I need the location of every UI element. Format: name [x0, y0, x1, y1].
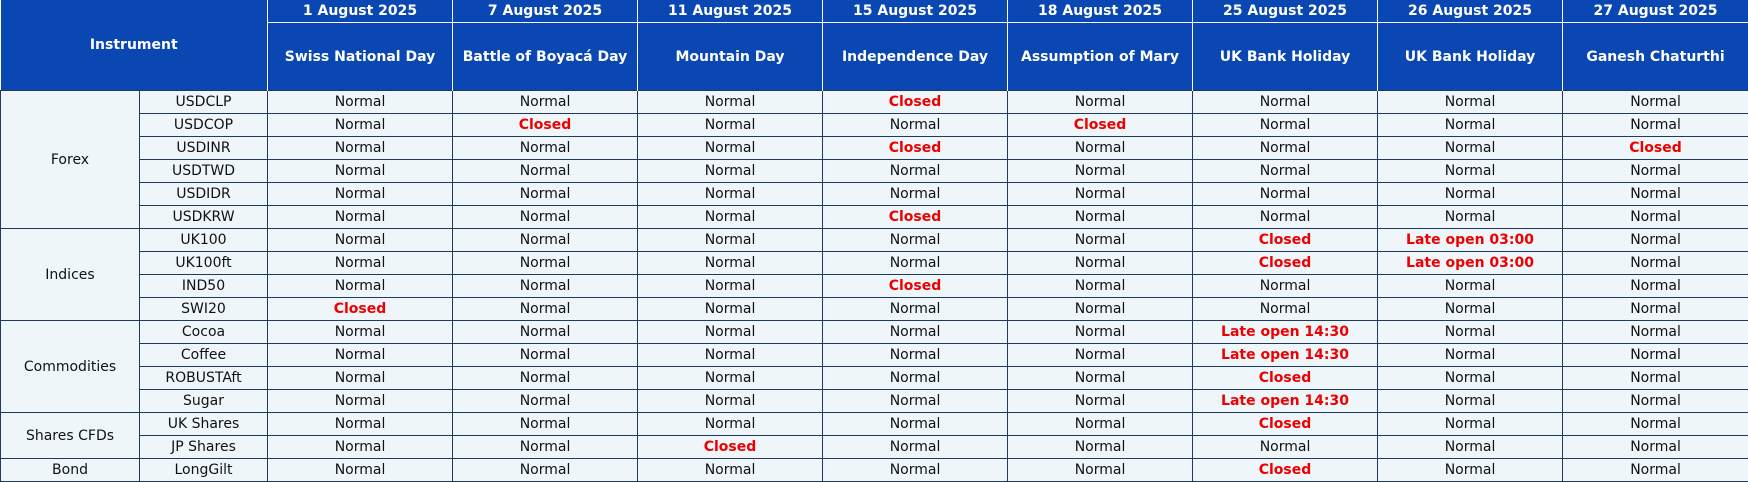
status-cell: Normal: [823, 367, 1008, 390]
table-row: [1, 206, 1748, 229]
status-cell: Normal: [268, 114, 453, 137]
holiday-header: Swiss National Day: [268, 23, 453, 91]
holiday-header: Independence Day: [823, 23, 1008, 91]
status-cell: Normal: [1563, 436, 1748, 459]
status-cell: Normal: [1193, 114, 1378, 137]
status-cell: Normal: [268, 206, 453, 229]
instrument-symbol: JP Shares: [140, 436, 268, 459]
status-cell: Normal: [823, 114, 1008, 137]
status-cell: Normal: [453, 436, 638, 459]
status-cell: Normal: [638, 183, 823, 206]
table-row: [1, 229, 1748, 252]
status-cell: Normal: [1193, 91, 1378, 114]
status-cell: Normal: [1563, 321, 1748, 344]
status-cell: Normal: [268, 160, 453, 183]
group-label: Bond: [1, 459, 140, 482]
holiday-header: UK Bank Holiday: [1193, 23, 1378, 91]
status-cell: Normal: [268, 367, 453, 390]
status-cell: Normal: [823, 436, 1008, 459]
status-cell: Normal: [1008, 436, 1193, 459]
status-cell: Normal: [1378, 367, 1563, 390]
date-header: 15 August 2025: [823, 0, 1008, 23]
status-cell: Closed: [1193, 413, 1378, 436]
table-body: [1, 91, 1748, 482]
table-row: [1, 413, 1748, 436]
table-row: [1, 321, 1748, 344]
status-cell: Normal: [1378, 91, 1563, 114]
status-cell: Normal: [268, 344, 453, 367]
holiday-header: Mountain Day: [638, 23, 823, 91]
status-cell: Normal: [1378, 114, 1563, 137]
status-cell: Normal: [823, 229, 1008, 252]
status-cell: Normal: [823, 413, 1008, 436]
status-cell: Normal: [453, 344, 638, 367]
status-cell: Normal: [453, 252, 638, 275]
status-cell: Normal: [268, 137, 453, 160]
instrument-symbol: SWI20: [140, 298, 268, 321]
status-cell: Normal: [1378, 459, 1563, 482]
status-cell: Closed: [823, 91, 1008, 114]
status-cell: Normal: [1563, 390, 1748, 413]
status-cell: Normal: [1008, 367, 1193, 390]
status-cell: Normal: [1193, 298, 1378, 321]
status-cell: Normal: [638, 390, 823, 413]
status-cell: Normal: [453, 160, 638, 183]
status-cell: Normal: [268, 229, 453, 252]
status-cell: Normal: [268, 91, 453, 114]
status-cell: Normal: [453, 229, 638, 252]
status-cell: Normal: [453, 413, 638, 436]
status-cell: Normal: [1378, 413, 1563, 436]
holiday-header: UK Bank Holiday: [1378, 23, 1563, 91]
status-cell: Closed: [823, 206, 1008, 229]
status-cell: Normal: [638, 367, 823, 390]
status-cell: Normal: [638, 160, 823, 183]
status-cell: Normal: [1563, 367, 1748, 390]
status-cell: Normal: [1008, 321, 1193, 344]
status-cell: Closed: [268, 298, 453, 321]
status-cell: Normal: [823, 160, 1008, 183]
status-cell: Normal: [638, 137, 823, 160]
status-cell: Closed: [1563, 137, 1748, 160]
status-cell: Normal: [1378, 206, 1563, 229]
instrument-symbol: ROBUSTAft: [140, 367, 268, 390]
status-cell: Normal: [1193, 206, 1378, 229]
table-row: [1, 344, 1748, 367]
status-cell: Normal: [1378, 275, 1563, 298]
status-cell: Closed: [638, 436, 823, 459]
status-cell: Normal: [453, 367, 638, 390]
status-cell: Normal: [1193, 137, 1378, 160]
status-cell: Normal: [1563, 206, 1748, 229]
status-cell: Normal: [638, 252, 823, 275]
instrument-symbol: USDIDR: [140, 183, 268, 206]
table-row: [1, 91, 1748, 114]
status-cell: Normal: [823, 183, 1008, 206]
instrument-symbol: Cocoa: [140, 321, 268, 344]
status-cell: Normal: [453, 137, 638, 160]
date-header: 11 August 2025: [638, 0, 823, 23]
instrument-symbol: USDKRW: [140, 206, 268, 229]
status-cell: Late open 14:30: [1193, 344, 1378, 367]
group-label: Forex: [1, 91, 140, 229]
status-cell: Normal: [1563, 252, 1748, 275]
status-cell: Normal: [638, 114, 823, 137]
status-cell: Closed: [1193, 229, 1378, 252]
instrument-symbol: Sugar: [140, 390, 268, 413]
status-cell: Normal: [823, 459, 1008, 482]
status-cell: Normal: [1563, 183, 1748, 206]
status-cell: Normal: [1008, 413, 1193, 436]
status-cell: Normal: [268, 321, 453, 344]
status-cell: Normal: [638, 275, 823, 298]
status-cell: Normal: [453, 183, 638, 206]
status-cell: Closed: [1193, 459, 1378, 482]
status-cell: Normal: [1378, 137, 1563, 160]
status-cell: Normal: [1563, 413, 1748, 436]
status-cell: Normal: [268, 459, 453, 482]
status-cell: Normal: [1008, 298, 1193, 321]
status-cell: Normal: [1563, 275, 1748, 298]
instrument-symbol: UK100ft: [140, 252, 268, 275]
status-cell: Normal: [1193, 183, 1378, 206]
status-cell: Normal: [638, 413, 823, 436]
table-row: [1, 436, 1748, 459]
status-cell: Closed: [453, 114, 638, 137]
status-cell: Normal: [1008, 459, 1193, 482]
group-label: Indices: [1, 229, 140, 321]
status-cell: Normal: [1008, 137, 1193, 160]
status-cell: Closed: [1193, 367, 1378, 390]
status-cell: Normal: [1008, 91, 1193, 114]
status-cell: Normal: [453, 206, 638, 229]
table-row: [1, 275, 1748, 298]
table-row: [1, 367, 1748, 390]
group-label: Shares CFDs: [1, 413, 140, 459]
status-cell: Late open 14:30: [1193, 390, 1378, 413]
table-row: [1, 183, 1748, 206]
status-cell: Normal: [823, 298, 1008, 321]
table-row: [1, 390, 1748, 413]
status-cell: Normal: [453, 91, 638, 114]
status-cell: Normal: [638, 91, 823, 114]
date-header: 18 August 2025: [1008, 0, 1193, 23]
status-cell: Normal: [1008, 160, 1193, 183]
status-cell: Closed: [823, 137, 1008, 160]
table-row: [1, 459, 1748, 482]
status-cell: Normal: [1193, 275, 1378, 298]
status-cell: Normal: [453, 298, 638, 321]
header-date-row: [1, 0, 1748, 23]
status-cell: Normal: [453, 459, 638, 482]
date-header: 25 August 2025: [1193, 0, 1378, 23]
status-cell: Normal: [453, 275, 638, 298]
group-label: Commodities: [1, 321, 140, 413]
status-cell: Normal: [1008, 229, 1193, 252]
table-row: [1, 137, 1748, 160]
status-cell: Normal: [1008, 252, 1193, 275]
instrument-symbol: IND50: [140, 275, 268, 298]
status-cell: Normal: [1378, 183, 1563, 206]
status-cell: Late open 03:00: [1378, 252, 1563, 275]
status-cell: Normal: [453, 321, 638, 344]
date-header: 7 August 2025: [453, 0, 638, 23]
status-cell: Normal: [268, 252, 453, 275]
instrument-symbol: USDTWD: [140, 160, 268, 183]
instrument-symbol: USDCLP: [140, 91, 268, 114]
status-cell: Late open 03:00: [1378, 229, 1563, 252]
status-cell: Closed: [823, 275, 1008, 298]
status-cell: Normal: [1563, 298, 1748, 321]
status-cell: Normal: [1008, 183, 1193, 206]
status-cell: Normal: [823, 344, 1008, 367]
status-cell: Normal: [1563, 114, 1748, 137]
status-cell: Normal: [1008, 344, 1193, 367]
status-cell: Normal: [1378, 321, 1563, 344]
instrument-symbol: UK Shares: [140, 413, 268, 436]
status-cell: Normal: [823, 252, 1008, 275]
holiday-header: Ganesh Chaturthi: [1563, 23, 1748, 91]
instrument-symbol: USDINR: [140, 137, 268, 160]
status-cell: Closed: [1193, 252, 1378, 275]
status-cell: Normal: [638, 344, 823, 367]
status-cell: Normal: [268, 436, 453, 459]
status-cell: Normal: [1008, 206, 1193, 229]
holiday-header: Assumption of Mary: [1008, 23, 1193, 91]
status-cell: Closed: [1008, 114, 1193, 137]
instrument-symbol: USDCOP: [140, 114, 268, 137]
status-cell: Normal: [1378, 298, 1563, 321]
status-cell: Normal: [1563, 229, 1748, 252]
status-cell: Normal: [268, 413, 453, 436]
status-cell: Normal: [268, 275, 453, 298]
instrument-symbol: LongGilt: [140, 459, 268, 482]
table-header: [1, 0, 1748, 91]
status-cell: Normal: [1563, 344, 1748, 367]
status-cell: Normal: [268, 183, 453, 206]
holiday-header: Battle of Boyacá Day: [453, 23, 638, 91]
table-row: [1, 252, 1748, 275]
status-cell: Normal: [1008, 390, 1193, 413]
table-row: [1, 114, 1748, 137]
status-cell: Normal: [1193, 436, 1378, 459]
status-cell: Normal: [453, 390, 638, 413]
date-header: 27 August 2025: [1563, 0, 1748, 23]
table-row: [1, 298, 1748, 321]
status-cell: Normal: [1193, 160, 1378, 183]
date-header: 1 August 2025: [268, 0, 453, 23]
status-cell: Normal: [823, 390, 1008, 413]
date-header: 26 August 2025: [1378, 0, 1563, 23]
status-cell: Normal: [1378, 344, 1563, 367]
instrument-header: Instrument: [1, 0, 268, 91]
status-cell: Normal: [1378, 390, 1563, 413]
status-cell: Normal: [268, 390, 453, 413]
status-cell: Late open 14:30: [1193, 321, 1378, 344]
status-cell: Normal: [1563, 91, 1748, 114]
status-cell: Normal: [823, 321, 1008, 344]
status-cell: Normal: [638, 459, 823, 482]
instrument-symbol: UK100: [140, 229, 268, 252]
status-cell: Normal: [638, 321, 823, 344]
table-row: [1, 160, 1748, 183]
instrument-symbol: Coffee: [140, 344, 268, 367]
status-cell: Normal: [1563, 160, 1748, 183]
status-cell: Normal: [638, 206, 823, 229]
status-cell: Normal: [1563, 459, 1748, 482]
status-cell: Normal: [638, 229, 823, 252]
status-cell: Normal: [1378, 160, 1563, 183]
status-cell: Normal: [638, 298, 823, 321]
status-cell: Normal: [1008, 275, 1193, 298]
status-cell: Normal: [1378, 436, 1563, 459]
